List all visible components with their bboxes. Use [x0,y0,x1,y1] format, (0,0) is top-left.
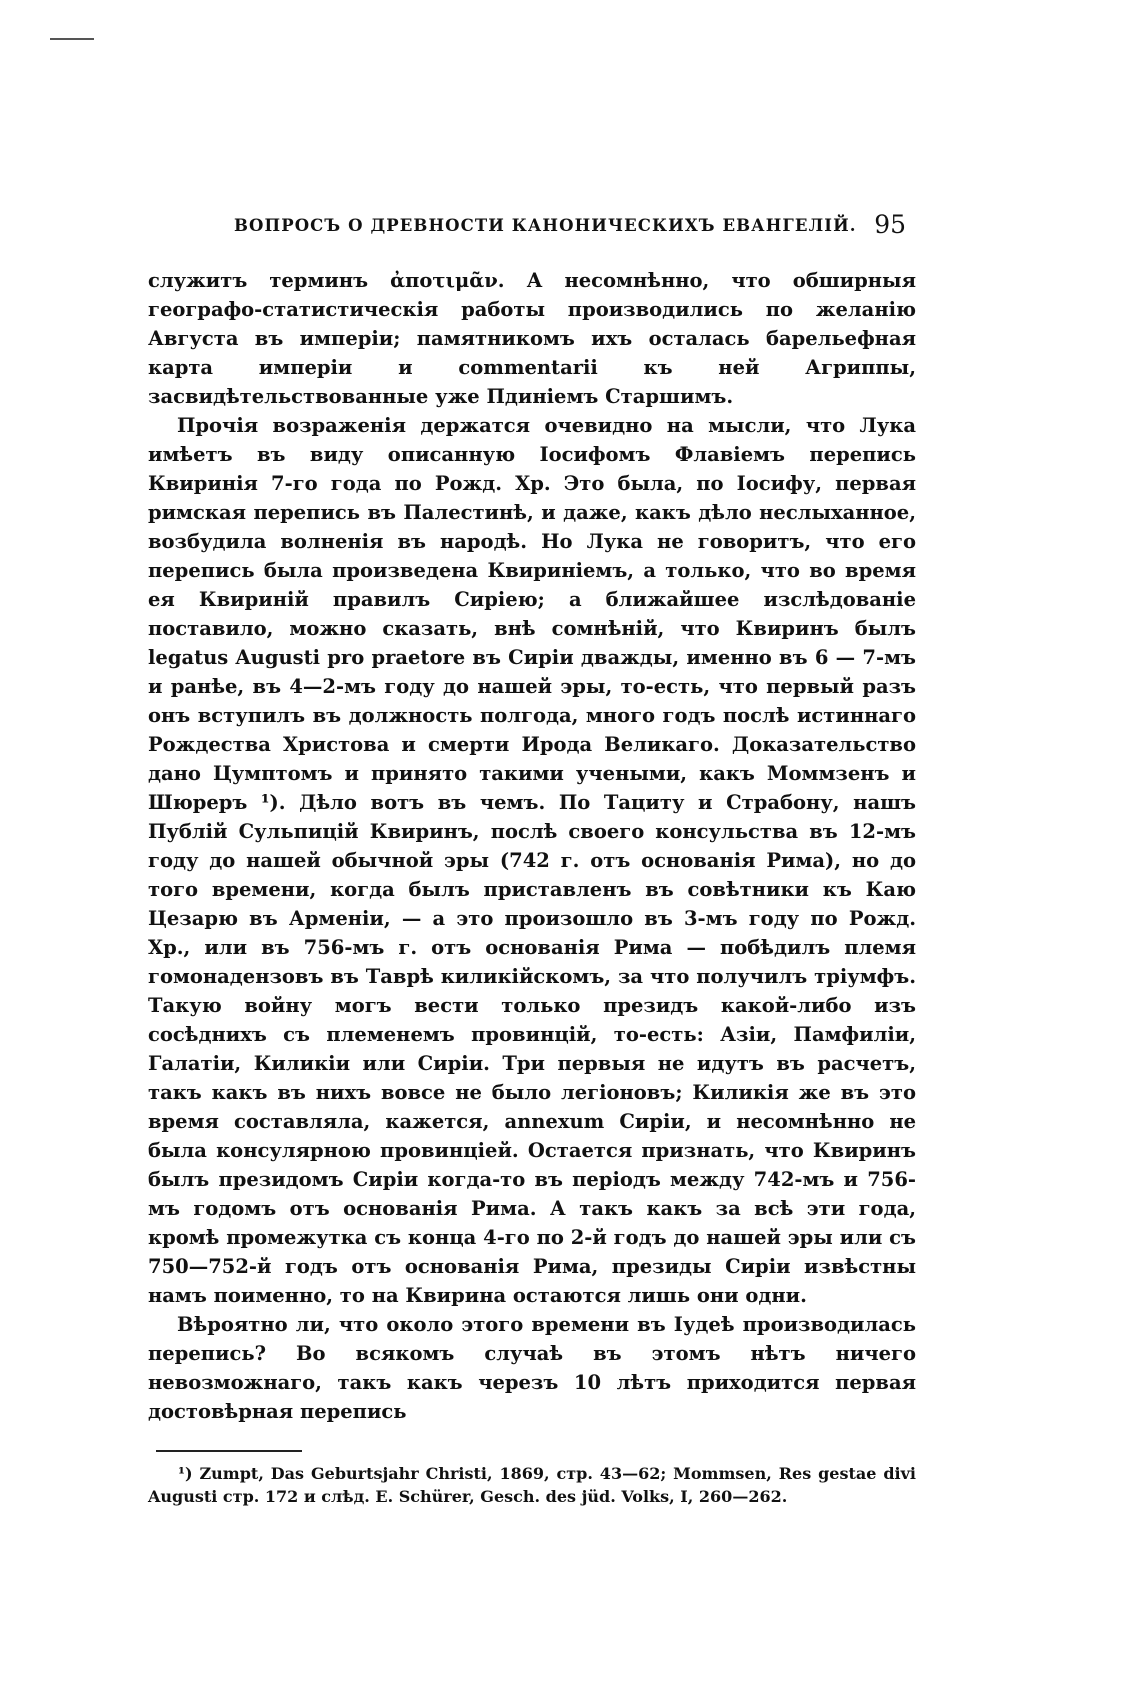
scan-margin-mark [50,38,94,40]
paragraph-census-judea: Вѣроятно ли, что около этого времени въ Іудеѣ производилась перепись? Во всякомъ случаѣ въ этомъ нѣтъ ничего невозможнаго, такъ какъ черезъ 10 лѣтъ приходится первая достовѣрная перепись [148,1313,916,1423]
paragraph-continuation: служитъ терминъ ἀποτιμᾶν. А несомнѣнно, что обширныя географо-статистическія работы производились по желанію Августа въ имперіи; памятникомъ ихъ осталась барельефная карта имперіи и commentarii къ ней Агриппы, засвидѣтельствованные уже Пдиніемъ Старшимъ. [148,269,916,408]
book-page [148,210,916,1508]
paragraph-objections: Прочія возраженія держатся очевидно на мысли, что Лука имѣетъ въ виду описанную Іосифомъ Флавіемъ перепись Квиринія 7-го года по Рожд. Хр. Это была, по Іосифу, первая римская перепись въ Палестинѣ, и даже, какъ дѣло неслыханное, возбудила волненія въ народѣ. Но Лука не говоритъ, что его перепись была произведена Квириніемъ, а только, что во время ея Квириній правилъ Сиріею; а ближайшее изслѣдованіе поставило, можно сказать, внѣ сомнѣній, что Квиринъ былъ legatus Augusti pro praetore въ Сиріи дважды, именно въ 6 — 7-мъ и ранѣе, въ 4—2-мъ году до нашей эры, то-есть, что первый разъ онъ вступилъ въ должность полгода, много годъ послѣ истиннаго Рождества Христова и смерти Ирода Великаго. Доказательство дано Цумптомъ и принято такими учеными, какъ Моммзенъ и Шюреръ ¹). Дѣло вотъ въ чемъ. По Тациту и Страбону, нашъ Публій Сульпицій Квиринъ, послѣ своего консульства въ 12-мъ году до нашей обычной эры (742 г. отъ основанія Рима), но до того времени, когда былъ приставленъ въ совѣтники къ Каю Цезарю въ Арменіи, — а это произошло въ 3-мъ году по Рожд. Хр., или въ 756-мъ г. отъ основанія Рима — побѣдилъ племя гомонадензовъ въ Таврѣ киликійскомъ, за что получилъ тріумфъ. Такую войну могъ вести только президъ какой-либо изъ сосѣднихъ съ племенемъ провинцій, то-есть: Азіи, Памфиліи, Галатіи, Киликіи или Сиріи. Три первыя не идутъ въ расчетъ, такъ какъ въ нихъ вовсе не было легіоновъ; Киликія же въ это время составляла, кажется, annexum Сиріи, и несомнѣнно не была консулярною провинціей. Остается признать, что Квиринъ былъ президомъ Сиріи когда-то въ періодъ между 742-мъ и 756-мъ годомъ отъ основанія Рима. А такъ какъ за всѣ эти года, кромѣ промежутка съ конца 4-го по 2-й годъ до нашей эры или съ 750—752-й годъ отъ основанія Рима, президы Сиріи извѣстны намъ поименно, то на Квирина остаются лишь они одни. [148,414,916,1307]
running-title: ВОПРОСЪ О ДРЕВНОСТИ КАНОНИЧЕСКИХЪ ЕВАНГЕЛІЙ. [234,216,857,235]
page-number: 95 [874,210,906,239]
footnote: ¹) Zumpt, Das Geburtsjahr Christi, 1869, стр. 43—62; Mommsen, Res gestae divi Augusti стр. 172 и слѣд. E. Schürer, Gesch. des jüd. Volks, I, 260—262. [148,1464,916,1506]
footnote-separator [156,1450,302,1452]
running-head [148,210,916,250]
text-body [148,266,916,1426]
